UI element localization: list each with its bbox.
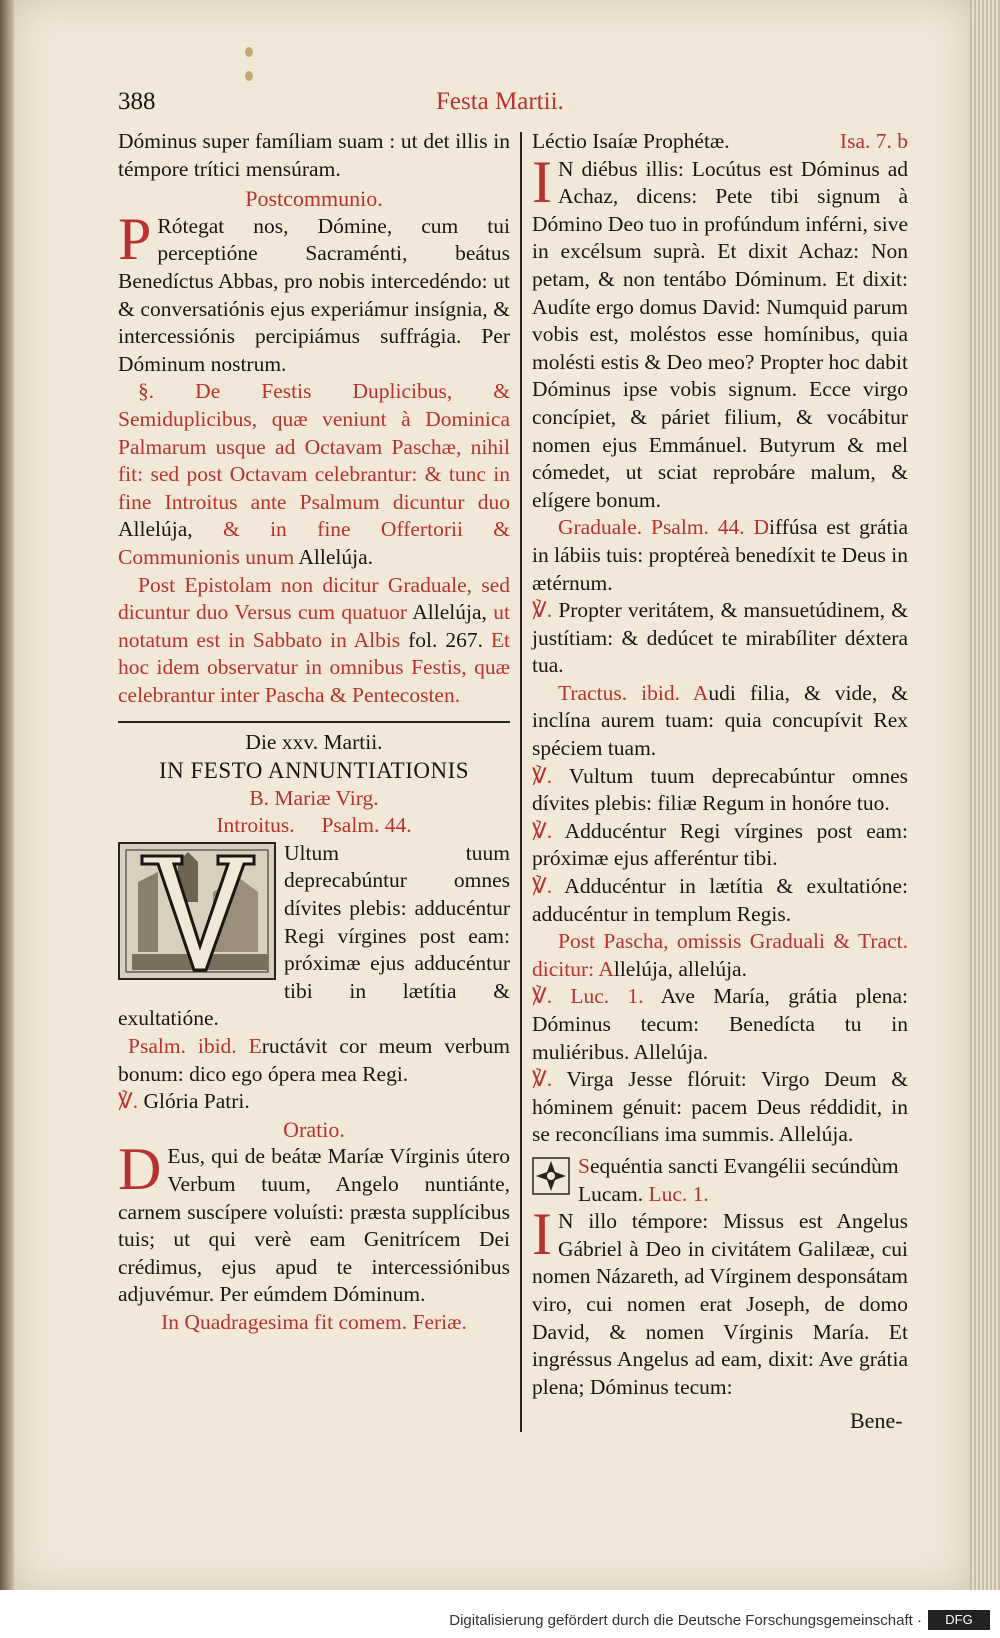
folio-reference: fol. 267. [408,627,483,652]
drop-initial: P [118,205,152,272]
page-header [118,88,908,122]
left-column [118,128,510,1337]
feast-title: IN FESTO ANNUNTIATIONIS [158,758,470,784]
versicle-mark: ℣. Luc. 1. [532,984,644,1009]
lectio-reference: Isa. 7. b [839,129,908,153]
page-stack-edge [970,0,1000,1590]
versicle-paragraph [532,597,908,680]
gloria-patri [118,1088,510,1116]
woodcut-initial-v [118,842,276,980]
psalm-verse [118,1033,510,1088]
paragraph-text: Ave María, grátia plena: Dóminus tecum: Benedícta tu in muliéribus. Allelúja. [532,984,908,1064]
page-number: 388 [118,88,156,115]
lectio-heading [532,128,908,156]
rubric-text: Et hoc idem observatur in omnibus Festis, quæ celebrantur inter Pascha & Pentecosten. [118,627,511,707]
paragraph-text: iffúsa est grátia in lábiis tuis: proptéreà benedíxit te Deus in ætérnum. [532,515,909,595]
paragraph-text: N illo témpore: Missus est Angelus Gábriel à Deo in civitátem Galilææ, cui nomen Názareth, ad Vírginem desponsátam viro, cui nomen erat Joseph, de domo David, & nomen Vírginis María. Et ingréssus Angelus ad eam, dixit: Ave grátia plena; Dóminus tecum: [532,1209,908,1399]
paragraph-text: udi filia, & vide, & inclína aurem tuam: quia concupívit Rex spéciem tuam. [532,680,908,761]
paragraph-text: Glória Patri. [143,1089,250,1114]
tractus-initial: A [692,680,709,705]
paragraph-text: Adducéntur in lætítia & exultatióne: adducéntur in templum Regis. [532,874,908,926]
column-divider [520,132,522,1432]
rubric-paragraph: In Quadragesima fit comem. Feriæ. [161,1309,467,1334]
versicle-paragraph [532,873,908,928]
rubric-text: ut notatum est in Sabbato in Albis [118,600,510,652]
introitus-heading [118,812,510,840]
graduale-label: Graduale. Psalm. 44. [558,515,745,540]
versicle-paragraph [532,983,908,1066]
versicle-paragraph [532,1066,908,1149]
digitization-footer [0,1590,1000,1638]
lectio-title: Léctio Isaíæ Prophétæ. [532,129,730,153]
introitus-ref: Psalm. 44. [321,813,412,838]
versicle-mark: ℣. [118,1089,139,1114]
versicle-mark: ℣. [532,874,553,899]
drop-initial: D [118,1136,162,1203]
rubric-text: Post Pascha, omissis Graduali & Tract. dicitur: [532,929,908,981]
rubric-alleluia: Allelúja, [412,600,487,625]
oratio-paragraph [118,1136,510,1309]
paragraph-text: Eus, qui de beátæ Maríæ Vírginis útero Verbum tuum, Angelo nuntiánte, carnem suscípere voluísti: præsta supplícibus tuis; ut qui verè eam Genitrícem Dei crédimus, ejus apud te intercessiónibus adjuvémur. Per eúmdem Dóminum. [118,1144,510,1307]
versicle-mark: ℣. [532,818,553,843]
rubric-text: & in fine Offertorii & Communionis unum [118,517,510,569]
paragraph-text: Ultum tuum deprecabúntur omnes dívites plebis: adducéntur Regi vírgines post eam: próximæ ejus adducéntur tibi in lætítia & exultatióne. [118,840,510,1031]
rubric-initial: A [598,956,614,981]
lectio-paragraph [532,148,908,515]
text-paragraph: Dóminus super famíliam suam : ut det illis in témpore trítici mensúram. [118,129,510,181]
footer-credit: Digitalisierung gefördert durch die Deutsche Forschungsgemeinschaft · [449,1612,922,1629]
feast-subtitle: B. Mariæ Virg. [249,785,379,810]
dfg-logo: DFG [928,1610,990,1630]
graduale-paragraph [532,514,908,597]
graduale-initial: D [753,515,769,540]
sequentia-title: equéntia sancti Evangélii secúndùm Lucam. [578,1153,899,1206]
paragraph-text: Vultum tuum deprecabúntur omnes dívites plebis: filiæ Regum in honóre tuo. [532,763,908,816]
versicle-mark: ℣. [532,763,553,788]
rubric-paragraph [118,378,510,571]
rubric-alleluia: Allelúja. [298,544,374,569]
catchword: Bene- [850,1408,903,1433]
rubric-paragraph [118,572,510,710]
right-column [532,128,908,1401]
paragraph-text: Virga Jesse flóruit: Virgo Deum & hóminem génuit: pacem Deus réddidit, in se reconcílians ima summis. Allelúja. [532,1067,908,1147]
paragraph-text: Adducéntur Regi vírgines post eam: próximæ ejus afferéntur tibi. [532,818,908,871]
paragraph-text: ructávit cor meum verbum bonum: dico ego ópera mea Regi. [118,1034,510,1086]
ink-blot [244,46,254,84]
section-heading: Postcommunio. [245,186,383,212]
feast-date: Die xxv. Martii. [245,730,383,755]
drop-initial: I [532,148,552,215]
paragraph-text: N diébus illis: Locútus est Dóminus ad Achaz, dicens: Pete tibi signum à Dómino Deo tuo in profúndum inférni, sive in excélsum suprà. Et dixit Achaz: Non petam, & non tentábo Dóminum. Et dixit: Audíte ergo domus David: Numquid parum vobis est, moléstos esse homínibus, quia molésti estis & Deo meo? Propter hoc dabit Dóminus ipse vobis signum. Ecce virgo concípiet, & páriet filium, & vocábitur nomen ejus Emmánuel. Butyrum & mel cómedet, ut sciat reprobáre malum, & elígere bonum. [532,156,908,512]
rubric-alleluia: llelúja, allelúja. [613,956,747,981]
section-heading: Oratio. [283,1116,345,1142]
postcommunio-paragraph [118,205,510,379]
book-binding-edge [0,0,14,1590]
versicle-paragraph [532,818,908,873]
sequentia-initial: S [578,1153,590,1178]
introitus-paragraph [118,840,510,1033]
sequentia-reference: Luc. 1. [648,1181,709,1206]
tractus-paragraph [532,680,908,763]
versicle-mark: ℣. [532,598,553,623]
ornament-fleuron-icon [532,1157,570,1195]
drop-initial: I [532,1201,552,1268]
rubric-paragraph [532,928,908,983]
tractus-label: Tractus. ibid. [558,680,680,705]
paragraph-text: Rótegat nos, Dómine, cum tui perceptióne Sacraménti, beátus Benedíctus Abbas, pro nobis intercedéndo: ut & conversatiónis ejus experiámur insígnia, & intercessiónis percipiámus suffrágia. Per Dóminum nostrum. [118,213,510,376]
rubric-text: Post Epistolam non dicitur Graduale, sed dicuntur duo Versus cum quatuor [118,572,510,625]
versicle-mark: ℣. [532,1067,553,1092]
psalm-label: Psalm. ibid. [128,1034,237,1058]
introitus-label: Introitus. [216,813,295,838]
versicle-paragraph [532,763,908,818]
sequentia-heading [532,1153,908,1208]
section-rule [118,721,510,723]
rubric-text: §. De Festis Duplicibus, & Semiduplicibus, quæ veniunt à Dominica Palmarum usque ad Octavam Paschæ, nihil fit: sed post Octavam celebrantur: & tunc in fine Introitus ante Psalmum dicuntur duo [118,379,510,514]
evangelium-paragraph [532,1201,908,1401]
psalm-initial: E [248,1034,262,1058]
running-title: Festa Martii. [436,88,564,115]
rubric-alleluia: Allelúja, [118,517,193,542]
paragraph-text: Propter veritátem, & mansuetúdinem, & justítiam: & dedúcet te mirabíliter déxtera tua. [532,598,908,678]
